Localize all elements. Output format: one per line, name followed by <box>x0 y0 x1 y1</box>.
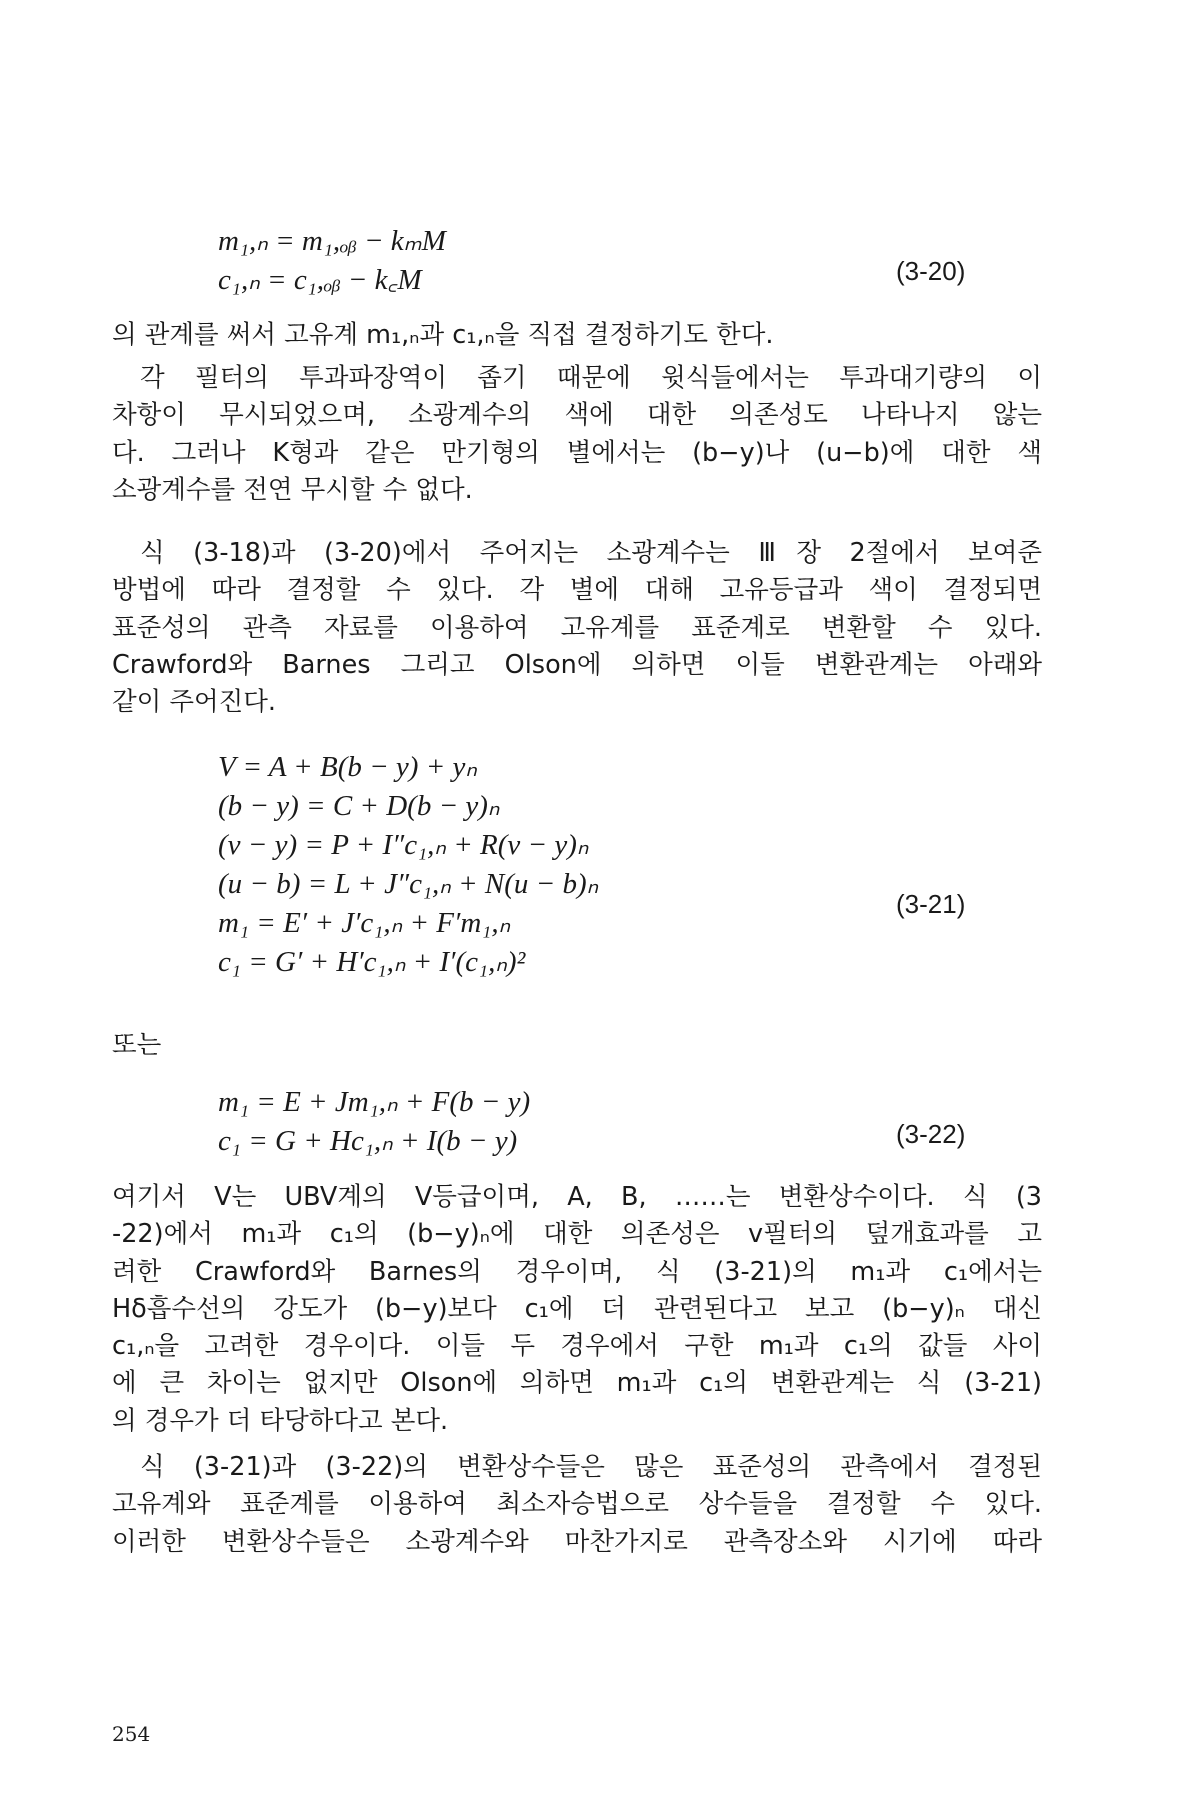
paragraph-1 <box>112 317 1042 354</box>
text-line: 차항이 무시되었으며, 소광계수의 색에 대한 의존성도 나타나지 않는 <box>112 400 1042 431</box>
text-line: 같이 주어진다. <box>112 687 277 718</box>
equation-3-20 <box>218 222 446 300</box>
equation-line: V = A + B(b − y) + yₙ <box>218 751 477 783</box>
text-line: 에 큰 차이는 없지만 Olson에 의하면 m₁과 c₁의 변환관계는 식 (3-21) <box>112 1368 1042 1399</box>
page-number: 254 <box>112 1722 151 1746</box>
text-line: 의 경우가 더 타당하다고 본다. <box>112 1405 449 1436</box>
paragraph-3 <box>112 535 1042 721</box>
text-line: 의 관계를 써서 고유계 m₁,ₙ과 c₁,ₙ을 직접 결정하기도 한다. <box>112 320 774 350</box>
equation-number-3-22: (3-22) <box>896 1119 966 1149</box>
equation-line: m₁ = E′ + J′c₁,ₙ + F′m₁,ₙ <box>218 907 511 939</box>
paragraph-4 <box>112 1179 1042 1440</box>
text-line: Hδ흡수선의 강도가 (b−y)보다 c₁에 더 관련된다고 보고 (b−y)ₙ 대신 <box>112 1293 1042 1324</box>
text-line: 여기서 V는 UBV계의 V등급이며, A, B, ……는 변환상수이다. 식 (3 <box>112 1182 1042 1212</box>
text-line: -22)에서 m₁과 c₁의 (b−y)ₙ에 대한 의존성은 v필터의 덮개효과를 고 <box>112 1219 1042 1250</box>
text-line: 식 (3-18)과 (3-20)에서 주어지는 소광계수는 Ⅲ장 2절에서 보여준 <box>140 538 1042 568</box>
paragraph-5 <box>112 1449 1042 1561</box>
equation-line: m₁,ₙ = m₁,ₒᵦ − kₘM <box>218 225 446 257</box>
equation-line: m₁ = E + Jm₁,ₙ + F(b − y) <box>218 1086 531 1118</box>
text-line: Crawford와 Barnes 그리고 Olson에 의하면 이들 변환관계는 아래와 <box>112 649 1042 680</box>
text-line: 이러한 변환상수들은 소광계수와 마찬가지로 관측장소와 시기에 따라 <box>112 1526 1042 1557</box>
equation-number-3-20: (3-20) <box>896 256 966 286</box>
text-line: 다. 그러나 K형과 같은 만기형의 별에서는 (b−y)나 (u−b)에 대한 색 <box>112 437 1042 468</box>
equation-3-21 <box>218 748 598 982</box>
text-line: 소광계수를 전연 무시할 수 없다. <box>112 474 473 505</box>
equation-3-22 <box>218 1083 530 1161</box>
text-line: 고유계와 표준계를 이용하여 최소자승법으로 상수들을 결정할 수 있다. <box>112 1489 1042 1520</box>
equation-line: c₁ = G′ + H′c₁,ₙ + I′(c₁,ₙ)² <box>218 946 526 978</box>
equation-number-3-21: (3-21) <box>896 889 966 919</box>
connector-word: 또는 <box>112 1030 162 1060</box>
paragraph-2 <box>112 360 1042 509</box>
text-line: 각 필터의 투과파장역이 좁기 때문에 윗식들에서는 투과대기량의 이 <box>140 363 1042 393</box>
text-line: 식 (3-21)과 (3-22)의 변환상수들은 많은 표준성의 관측에서 결정된 <box>140 1452 1042 1482</box>
text-line: 방법에 따라 결정할 수 있다. 각 별에 대해 고유등급과 색이 결정되면 <box>112 575 1042 606</box>
equation-line: c₁,ₙ = c₁,ₒᵦ − k꜀M <box>218 264 422 296</box>
equation-line: (b − y) = C + D(b − y)ₙ <box>218 790 500 822</box>
equation-line: (v − y) = P + I″c₁,ₙ + R(v − y)ₙ <box>218 829 589 861</box>
equation-line: c₁ = G + Hc₁,ₙ + I(b − y) <box>218 1125 518 1157</box>
text-line: c₁,ₙ을 고려한 경우이다. 이들 두 경우에서 구한 m₁과 c₁의 값들 사이 <box>112 1331 1042 1362</box>
text-line: 표준성의 관측 자료를 이용하여 고유계를 표준계로 변환할 수 있다. <box>112 612 1042 643</box>
equation-line: (u − b) = L + J″c₁,ₙ + N(u − b)ₙ <box>218 868 599 900</box>
text-line: 려한 Crawford와 Barnes의 경우이며, 식 (3-21)의 m₁과 c₁에서는 <box>112 1256 1042 1287</box>
